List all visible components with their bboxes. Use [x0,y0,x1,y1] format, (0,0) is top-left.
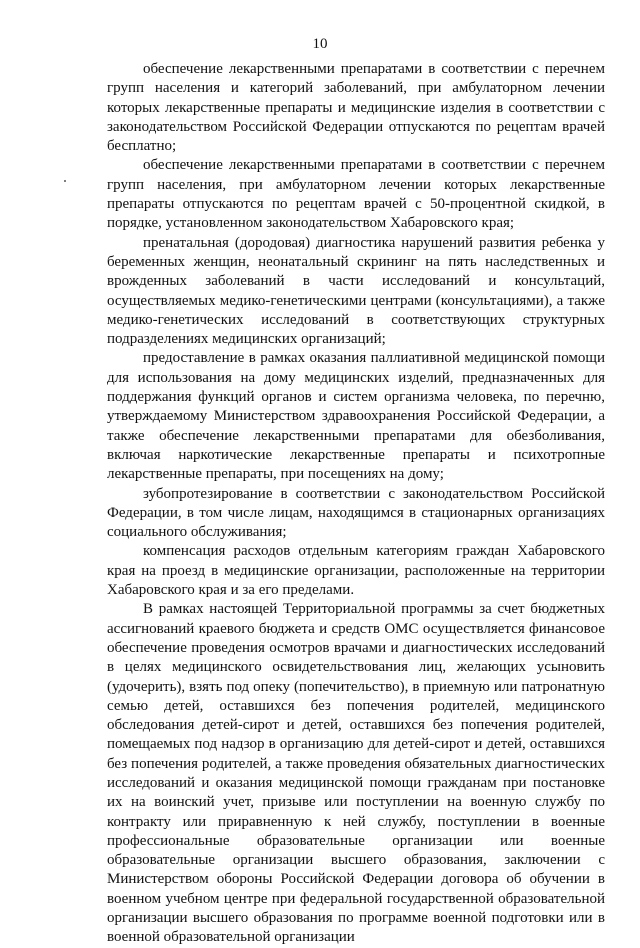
paragraph-dental-prosthetics: зубопротезирование в соответствии с законодательством Российской Федерации, в том числе лицам, находящимся в стационарных организациях социального обслуживания; [107,485,605,541]
body-text [107,60,605,948]
paragraph-travel-compensation: компенсация расходов отдельным категориям граждан Хабаровского края на проезд в медицинские организации, расположенные на территории Хабаровского края и за его пределами. [107,543,605,599]
paragraph-drug-provision-free: обеспечение лекарственными препаратами в соответствии с перечнем групп населения и категорий заболеваний, при амбулаторном лечении которых лекарственные препараты и медицинские изделия в соответствии с законодательством Российской Федерации отпускаются по рецептам врачей бесплатно; [107,61,605,155]
scan-speck [64,180,66,182]
paragraph-prenatal-diagnostics: пренатальная (дородовая) диагностика нарушений развития ребенка у беременных женщин, неонатальный скрининг на пять наследственных и врожденных заболеваний в части исследований и консультаций, осуществляемых медико-генетическими центрами (консультациями), а также медико-генетических исследований в соответствующих структурных подразделениях медицинских организаций; [107,234,605,348]
paragraph-palliative-care: предоставление в рамках оказания паллиативной медицинской помощи для использования на дому медицинских изделий, предназначенных для поддержания функций органов и систем организма человека, по перечню, утверждаемому Министерством здравоохранения Российской Федерации, а также обеспечение лекарственными препаратами для обезболивания, включая наркотические лекарственные препараты и психотропные лекарственные препараты, при посещениях на дому; [107,350,605,483]
paragraph-drug-provision-discount: обеспечение лекарственными препаратами в соответствии с перечнем групп населения, при амбулаторном лечении которых лекарственные препараты отпускаются по рецептам врачей с 50-процентной скидкой, в порядке, установленном законодательством Хабаровского края; [107,157,605,232]
page-number: 10 [312,36,328,52]
paragraph-medical-examinations: В рамках настоящей Территориальной программы за счет бюджетных ассигнований краевого бюджета и средств ОМС осуществляется финансовое обеспечение проведения осмотров врачами и диагностических исследований в целях медицинского освидетельствования лиц, желающих усыновить (удочерить), взять под опеку (попечительство), в приемную или патронатную семью детей, оставшихся без попечения родителей, медицинского обследования детей-сирот и детей, оставшихся без попечения родителей, помещаемых под надзор в организацию для детей-сирот и детей, оставшихся без попечения родителей, а также проведения обязательных диагностических исследований и оказания медицинской помощи гражданам при постановке их на воинский учет, призыве или поступлении на военную службу по контракту или приравненную к ней службу, поступлении в военные профессиональные образовательные организации или военные образовательные организации высшего образования, заключении с Министерством обороны Российской Федерации договора об обучении в военном учебном центре при федеральной государственной образовательной организации высшего образования по программе военной подготовки или в военной образовательной организации [107,601,605,946]
